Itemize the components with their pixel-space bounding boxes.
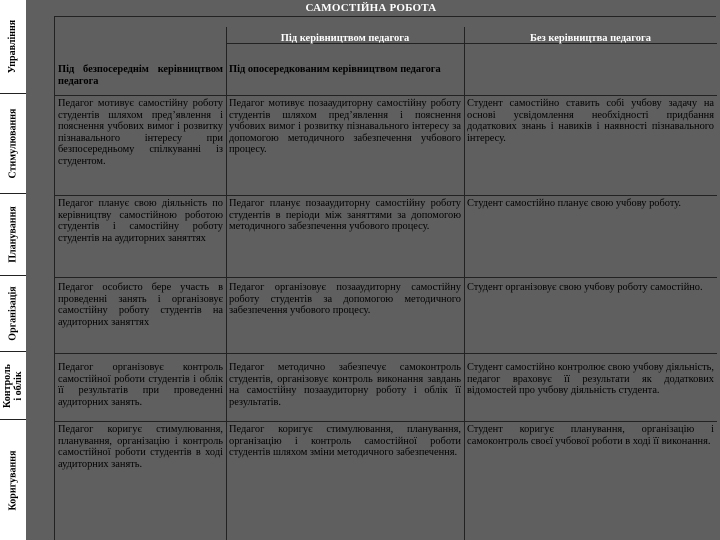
stage-column bbox=[0, 0, 26, 540]
header-guided: Під керівництвом педагога bbox=[280, 33, 410, 44]
cell-correction-direct: Педагог коригує стимулювання, планування, організацію і контроль самостійної роботи студентів в ході аудиторних занять. bbox=[58, 424, 223, 470]
row-divider bbox=[55, 277, 717, 278]
stage-text: Управління bbox=[7, 19, 19, 74]
page-title: САМОСТІЙНА РОБОТА bbox=[305, 2, 437, 14]
cell-planning-direct: Педагог планує свою діяльність по керівництву самостійною роботою студентів і самостійну роботу студентів на аудиторних заняттях bbox=[58, 198, 223, 244]
stage-text: Планування bbox=[7, 206, 19, 263]
cell-stimulation-direct: Педагог мотивує самостійну роботу студентів шляхом пред’явлення і пояснення учбових вимог і розвитку пізнавального інтересу при безпосередньому спілкуванні із студентом. bbox=[58, 98, 223, 167]
row-divider bbox=[55, 421, 717, 422]
cell-stimulation-indirect: Педагог мотивує позааудиторну самостійну роботу студентів шляхом пред’явлення і пояснення учбових вимог і розвитку пізнавального інтересу за допомогою методичного забезпечення учбового процесу. bbox=[229, 98, 461, 156]
cell-correction-indirect: Педагог коригує стимулювання, планування, організацію і контроль самостійної роботи студентів шляхом зміни методичного забезпечення. bbox=[229, 424, 461, 459]
cell-control-indirect: Педагог методично забезпечує самоконтроль студентів, організовує контроль виконання завдань на самостійну позааудиторну роботу і облік її результатів. bbox=[229, 362, 461, 408]
cell-organization-indirect: Педагог організовує позааудиторну самостійну роботу студентів за допомогою методичного забезпечення учбового процесу. bbox=[229, 282, 461, 317]
header-independent: Без керівництва педагога bbox=[529, 33, 652, 44]
stage-label-stimulation bbox=[0, 94, 26, 194]
stage-text: Коригування bbox=[7, 450, 19, 510]
stage-text: Організація bbox=[7, 286, 19, 341]
header-indirect: Під опосередкованим керівництвом педагога bbox=[229, 64, 441, 75]
cell-planning-indirect: Педагог планує позааудиторну самостійну роботу студентів в періоди між заняттями за допомогою методичного забезпечення учбового процесу. bbox=[229, 198, 461, 233]
row-divider bbox=[55, 95, 717, 96]
stage-label-planning bbox=[0, 194, 26, 276]
stage-text: Контроль і облік bbox=[2, 363, 25, 408]
cell-planning-independent: Студент самостійно планує свою учбову роботу. bbox=[467, 198, 681, 209]
stage-text: Стимулювання bbox=[7, 108, 19, 179]
cell-organization-independent: Студент організовує свою учбову роботу самостійно. bbox=[467, 282, 703, 293]
row-divider bbox=[55, 195, 717, 196]
stage-label-correction bbox=[0, 420, 26, 540]
header-direct: Під безпосереднім керівництвом педагога bbox=[58, 64, 223, 87]
cell-correction-independent: Студент коригує планування, організацію і самоконтроль своєї учбової роботи в ході її виконання. bbox=[467, 424, 714, 447]
row-divider bbox=[55, 353, 717, 354]
stage-label-management bbox=[0, 0, 26, 94]
cell-control-independent: Студент самостійно контролює свою учбову діяльність, педагог враховує її результати як додаткових відомостей про учбову діяльність студента. bbox=[467, 362, 714, 397]
cell-organization-direct: Педагог особисто бере участь в проведенні занять і організовує самостійну роботу студентів на аудиторних заняттях bbox=[58, 282, 223, 328]
table-frame bbox=[54, 16, 716, 540]
cell-stimulation-independent: Студент самостійно ставить собі учбову задачу на основі усвідомлення необхідності придбання додаткових знань і навиків і наявності пізнавального інтересу. bbox=[467, 98, 714, 144]
stage-label-organization bbox=[0, 276, 26, 352]
stage-label-control bbox=[0, 352, 26, 420]
cell-control-direct: Педагог організовує контроль самостійної роботи студентів і облік її результатів при проведенні аудиторних занять. bbox=[58, 362, 223, 408]
